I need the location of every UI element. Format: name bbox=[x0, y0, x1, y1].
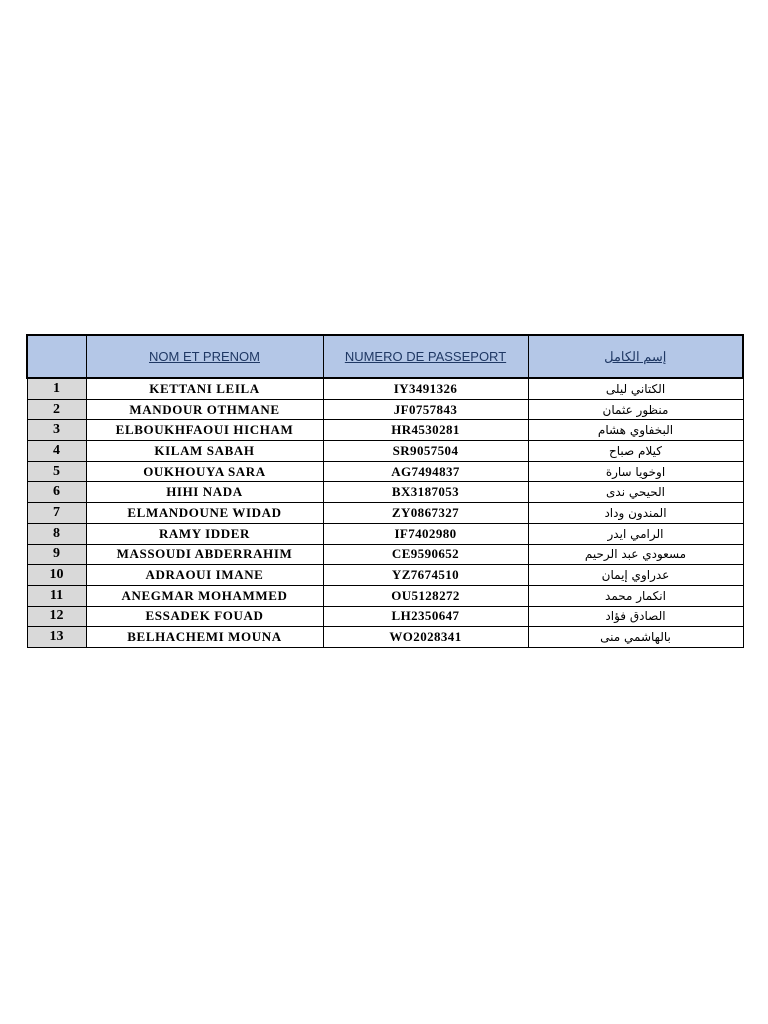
row-arabic-name: الرامي ايدر bbox=[528, 523, 743, 544]
row-index: 4 bbox=[27, 441, 86, 462]
header-passport-label: NUMERO DE PASSEPORT bbox=[344, 349, 507, 364]
table-row bbox=[27, 378, 743, 399]
row-passport: ZY0867327 bbox=[323, 503, 528, 524]
table-row bbox=[27, 503, 743, 524]
row-arabic-name: بالهاشمي منى bbox=[528, 627, 743, 648]
row-arabic-name: اوخويا سارة bbox=[528, 461, 743, 482]
row-index: 6 bbox=[27, 482, 86, 503]
table-row bbox=[27, 461, 743, 482]
row-name: MASSOUDI ABDERRAHIM bbox=[86, 544, 323, 565]
row-passport: JF0757843 bbox=[323, 399, 528, 420]
row-passport: YZ7674510 bbox=[323, 565, 528, 586]
row-arabic-name: المندون وداد bbox=[528, 503, 743, 524]
header-name bbox=[86, 335, 323, 378]
row-name: ELBOUKHFAOUI HICHAM bbox=[86, 420, 323, 441]
row-index: 10 bbox=[27, 565, 86, 586]
table-row bbox=[27, 441, 743, 462]
table-row bbox=[27, 399, 743, 420]
row-index: 5 bbox=[27, 461, 86, 482]
row-passport: WO2028341 bbox=[323, 627, 528, 648]
row-index: 8 bbox=[27, 523, 86, 544]
header-arabic-label: إسم الكامل bbox=[604, 348, 667, 364]
row-passport: IF7402980 bbox=[323, 523, 528, 544]
header-row bbox=[27, 335, 743, 378]
row-passport: CE9590652 bbox=[323, 544, 528, 565]
header-arabic-name bbox=[528, 335, 743, 378]
row-index: 2 bbox=[27, 399, 86, 420]
table-row bbox=[27, 585, 743, 606]
passport-list-sheet bbox=[26, 334, 742, 648]
table-row bbox=[27, 544, 743, 565]
row-index: 9 bbox=[27, 544, 86, 565]
passport-table bbox=[26, 334, 744, 648]
row-arabic-name: الكتاني ليلى bbox=[528, 378, 743, 399]
row-arabic-name: البخفاوي هشام bbox=[528, 420, 743, 441]
row-arabic-name: انكمار محمد bbox=[528, 585, 743, 606]
row-passport: LH2350647 bbox=[323, 606, 528, 627]
row-name: BELHACHEMI MOUNA bbox=[86, 627, 323, 648]
row-name: HIHI NADA bbox=[86, 482, 323, 503]
row-name: ELMANDOUNE WIDAD bbox=[86, 503, 323, 524]
row-name: OUKHOUYA SARA bbox=[86, 461, 323, 482]
row-passport: SR9057504 bbox=[323, 441, 528, 462]
row-index: 1 bbox=[27, 378, 86, 399]
row-passport: OU5128272 bbox=[323, 585, 528, 606]
row-passport: IY3491326 bbox=[323, 378, 528, 399]
row-name: RAMY IDDER bbox=[86, 523, 323, 544]
row-arabic-name: مسعودي عبد الرحيم bbox=[528, 544, 743, 565]
table-row bbox=[27, 627, 743, 648]
row-name: ADRAOUI IMANE bbox=[86, 565, 323, 586]
row-arabic-name: الحيحي ندى bbox=[528, 482, 743, 503]
row-arabic-name: منظور عثمان bbox=[528, 399, 743, 420]
header-index bbox=[27, 335, 86, 378]
table-row bbox=[27, 420, 743, 441]
row-name: ESSADEK FOUAD bbox=[86, 606, 323, 627]
row-index: 7 bbox=[27, 503, 86, 524]
row-name: KETTANI LEILA bbox=[86, 378, 323, 399]
row-name: MANDOUR OTHMANE bbox=[86, 399, 323, 420]
table-row bbox=[27, 606, 743, 627]
row-index: 3 bbox=[27, 420, 86, 441]
table-row bbox=[27, 482, 743, 503]
row-passport: AG7494837 bbox=[323, 461, 528, 482]
row-arabic-name: كيلام صباح bbox=[528, 441, 743, 462]
row-arabic-name: الصادق فؤاد bbox=[528, 606, 743, 627]
row-passport: HR4530281 bbox=[323, 420, 528, 441]
row-name: KILAM SABAH bbox=[86, 441, 323, 462]
row-arabic-name: عدراوي إيمان bbox=[528, 565, 743, 586]
row-index: 13 bbox=[27, 627, 86, 648]
row-index: 11 bbox=[27, 585, 86, 606]
header-passport bbox=[323, 335, 528, 378]
row-index: 12 bbox=[27, 606, 86, 627]
header-name-label: NOM ET PRENOM bbox=[149, 349, 260, 364]
table-row bbox=[27, 523, 743, 544]
table-row bbox=[27, 565, 743, 586]
row-name: ANEGMAR MOHAMMED bbox=[86, 585, 323, 606]
row-passport: BX3187053 bbox=[323, 482, 528, 503]
